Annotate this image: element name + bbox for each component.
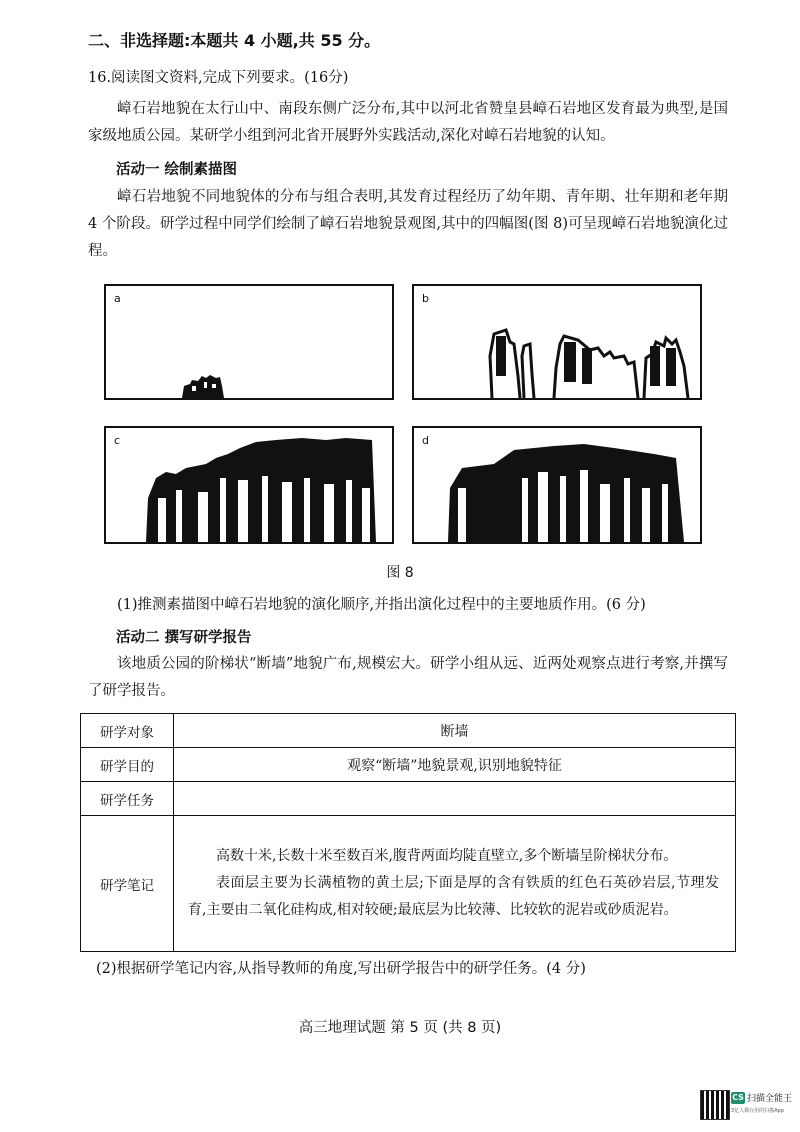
intro-paragraph: 嶂石岩地貌在太行山中、南段东侧广泛分布,其中以河北省赞皇县嶂石岩地区发育最为典型,是国家级地质公园。某研学小组到河北省开展野外实践活动,深化对嶂石岩地貌的认知。 (88, 101, 728, 144)
activity2-title: 活动二 撰写研学报告 (116, 630, 252, 646)
sketch-a (106, 286, 392, 398)
figure-label-b: b (422, 292, 429, 305)
question-title: 16.阅读图文资料,完成下列要求。(16分) (88, 70, 349, 86)
report-key-task: 研学任务 (81, 782, 174, 816)
scanner-watermark (700, 1090, 792, 1120)
question-2: (2)根据研学笔记内容,从指导教师的角度,写出研学报告中的研学任务。(4 分) (96, 961, 586, 977)
sketch-d (414, 428, 700, 542)
report-row-task (81, 782, 736, 816)
figure-label-d: d (422, 434, 429, 447)
question-1: (1)推测素描图中嶂石岩地貌的演化顺序,并指出演化过程中的主要地质作用。(6 分) (117, 597, 646, 613)
report-row-notes (81, 816, 736, 952)
figure-caption: 图 8 (386, 565, 414, 581)
scanner-tagline: 3亿人都在用的扫描App (731, 1108, 784, 1114)
figure-panel-b (412, 284, 702, 400)
camscanner-logo-icon: CS (732, 1093, 744, 1102)
figure-panel-d (412, 426, 702, 544)
scanner-name: 扫描全能王 (747, 1094, 793, 1104)
report-value-purpose: 观察“断墙”地貌景观,识别地貌特征 (174, 748, 736, 782)
figure-panel-a (104, 284, 394, 400)
report-value-task (174, 782, 736, 816)
report-key-object: 研学对象 (81, 714, 174, 748)
sketch-b (414, 286, 700, 398)
activity1-paragraph: 嶂石岩地貌不同地貌体的分布与组合表明,其发育过程经历了幼年期、青年期、壮年期和老年期 4 个阶段。研学过程中同学们绘制了嶂石岩地貌景观图,其中的四幅图(图 8)可呈现嶂石岩地貌演化过程。 (88, 189, 728, 259)
figure-label-c: c (114, 434, 121, 447)
research-report-table (80, 713, 736, 952)
report-key-notes: 研学笔记 (81, 816, 174, 952)
activity1-title: 活动一 绘制素描图 (116, 162, 238, 178)
section-title: 二、非选择题:本题共 4 小题,共 55 分。 (88, 31, 381, 50)
report-row-purpose (81, 748, 736, 782)
qr-code-icon (700, 1090, 730, 1120)
report-row-object (81, 714, 736, 748)
figure-panel-c (104, 426, 394, 544)
page-footer: 高三地理试题 第 5 页 (共 8 页) (298, 1020, 502, 1036)
activity2-paragraph: 该地质公园的阶梯状“断墙”地貌广布,规模宏大。研学小组从远、近两处观察点进行考察,并撰写了研学报告。 (88, 656, 728, 699)
report-notes (174, 816, 736, 952)
report-note-1: 高数十米,长数十米至数百米,腹背两面均陡直壁立,多个断墙呈阶梯状分布。 (216, 848, 678, 864)
report-value-object: 断墙 (174, 714, 736, 748)
figure-label-a: a (114, 292, 121, 305)
report-key-purpose: 研学目的 (81, 748, 174, 782)
report-note-2: 表面层主要为长满植物的黄土层;下面是厚的含有铁质的红色石英砂岩层,节理发育,主要由二氧化硅构成,相对较硬;最底层为比较薄、比较软的泥岩或砂质泥岩。 (188, 875, 719, 918)
sketch-c (106, 428, 392, 542)
